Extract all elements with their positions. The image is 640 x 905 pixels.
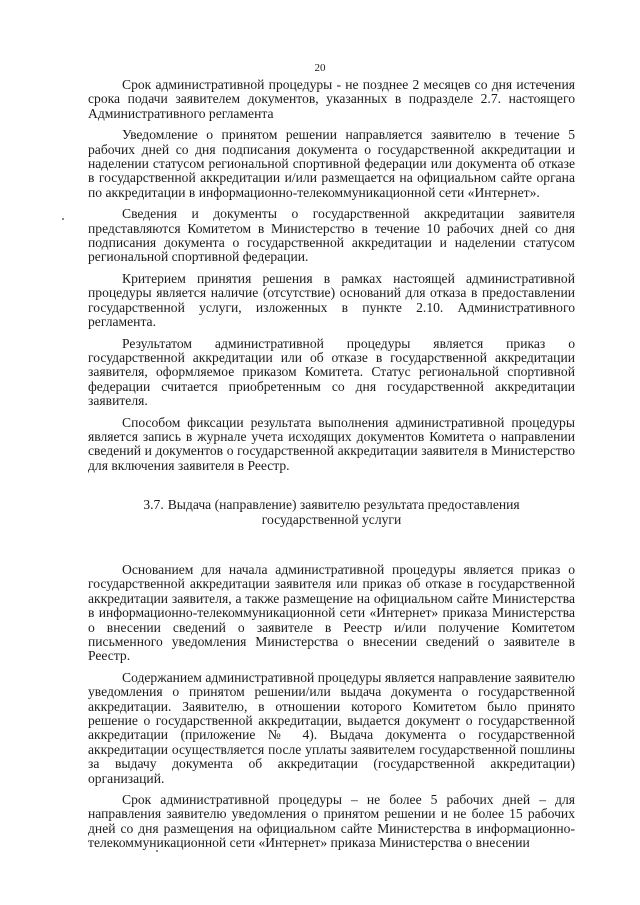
paragraph-notification: Уведомление о принятом решении направляется заявителю в течение 5 рабочих дней со дня подписания документа о государственной аккредитации и наделении статусом региональной спортивной федерации или документа об отказе в государственной аккредитации и/или размещается на официальном сайте органа по аккредитации в информационно-телекоммуникационной сети «Интернет».	[88, 127, 575, 200]
scan-speck	[62, 218, 64, 220]
paragraph-content: Содержанием административной процедуры является направление заявителю уведомления о принятом решении/или выдача документа о государственной аккредитации. Заявителю, в отношении которого Комитетом было принято решение о государственной аккредитации, выдается документ о государственной аккредитации (приложение № 4). Выдача документа о государственной аккредитации осуществляется после уплаты заявителем государственной пошлины за выдачу документа об аккредитации (государственной аккредитации) организаций.	[88, 669, 575, 786]
paragraph-duration: Срок административной процедуры – не более 5 рабочих дней – для направления заявителю уведомления о принятом решении и не более 15 рабочих дней со дня размещения на официальном сайте Министерства в информационно-телекоммуникационной сети «Интернет» приказа Министерства о внесении	[88, 792, 575, 851]
section-number: 3.7.	[143, 497, 164, 513]
document-body	[88, 78, 575, 851]
section-title: Выдача (направление) заявителю результата предоставления государственной услуги	[167, 497, 520, 527]
scan-speck	[156, 850, 158, 852]
paragraph-procedure-result: Результатом административной процедуры является приказ о государственной аккредитации или об отказе в государственной аккредитации заявителя, оформляемое приказом Комитета. Статус региональной спортивной федерации считается приобретенным со дня государственной аккредитации заявителя.	[88, 335, 575, 409]
page-number: 20	[314, 62, 326, 74]
paragraph-decision-criterion: Критерием принятия решения в рамках настоящей административной процедуры является наличие (отсутствие) оснований для отказа в предоставлении государственной услуги, изложенных в пункте 2.10. Административного регламента.	[88, 270, 575, 330]
paragraph-recording-method: Способом фиксации результата выполнения административной процедуры является запись в журнале учета исходящих документов Комитета о направлении сведений и документов о государственной аккредитации заявителя в Министерство для включения заявителя в Реестр.	[88, 414, 575, 473]
paragraph-submission-to-ministry: Сведения и документы о государственной аккредитации заявителя представляются Комитетом в Министерство в течение 10 рабочих дней со дня подписания документа о государственной аккредитации и наделении статусом региональной спортивной федерации.	[88, 206, 575, 265]
paragraph-deadline: Срок административной процедуры - не позднее 2 месяцев со дня истечения срока подачи заявителем документов, указанных в подразделе 2.7. настоящего Административного регламента	[88, 77, 575, 121]
section-heading	[122, 498, 541, 527]
paragraph-basis: Основанием для начала административной процедуры является приказ о государственной аккредитации заявителя или приказ об отказе в государственной аккредитации заявителя, а также размещение на официальном сайте Министерства в информационно-телекоммуникационной сети «Интернет» приказа Министерства о внесении сведений о заявителе в Реестр и/или получение Комитетом письменного уведомления Министерства о внесении сведений о заявителе в Реестр.	[88, 561, 575, 664]
